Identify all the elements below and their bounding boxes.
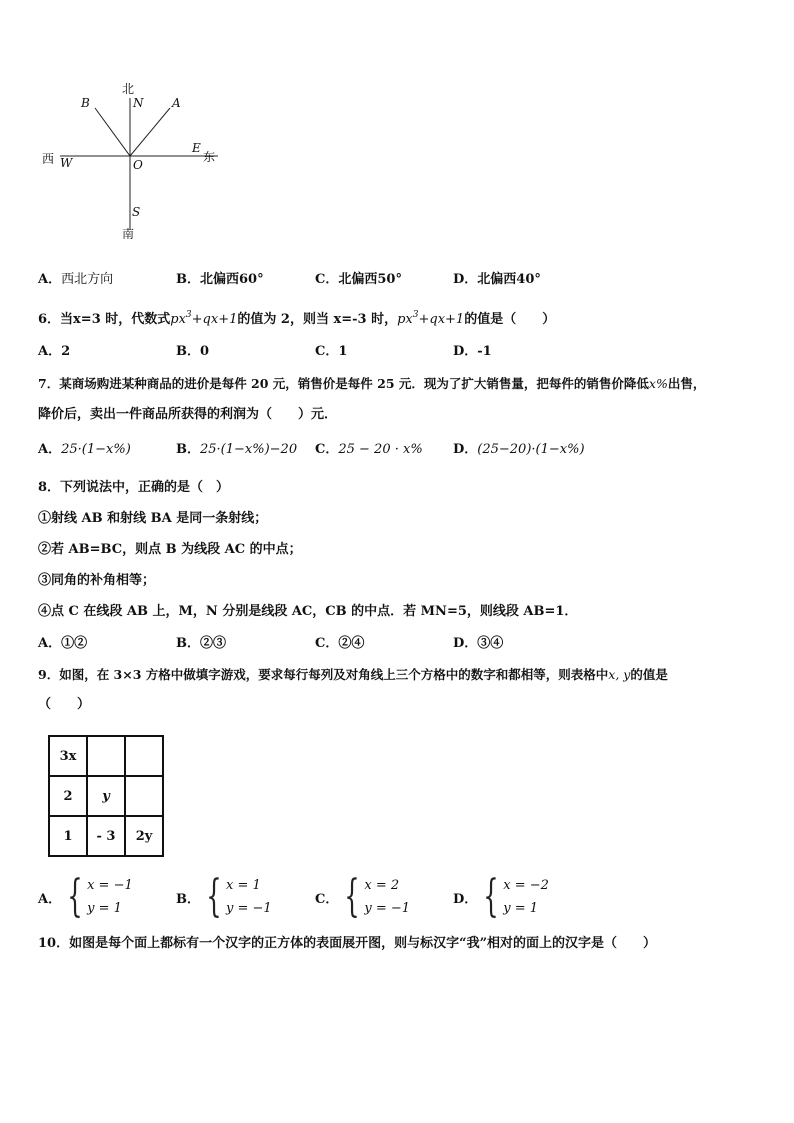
grid-cell: 2 — [49, 776, 87, 816]
option-letter: C． — [315, 442, 339, 457]
option-text: 北偏西60° — [200, 272, 264, 287]
question-number: 7． — [38, 376, 60, 391]
option-letter: D． — [453, 344, 478, 359]
option-letter: C． — [315, 891, 339, 907]
option-letter: C． — [315, 344, 339, 359]
q7-text-end: 出售， — [667, 376, 706, 391]
question-10 — [38, 935, 656, 953]
brace-icon: { — [483, 871, 499, 922]
option-text: ①② — [61, 636, 88, 651]
option-letter: A． — [38, 344, 62, 359]
expr-exponent: 3 — [412, 310, 419, 320]
equation: x = 2 — [364, 878, 400, 893]
option-text: 西北方向 — [61, 272, 114, 287]
q9-option-c[interactable] — [315, 871, 411, 922]
q8-statement-4: ④点 C 在线段 AB 上，M，N 分别是线段 AC，CB 的中点．若 MN=5，则线段 AB=1． — [38, 604, 578, 619]
q6-text-1: 当x=3 时，代数式 — [60, 312, 171, 327]
question-7-line-1 — [38, 375, 705, 393]
option-letter: D． — [453, 636, 478, 651]
option-letter: D． — [453, 442, 478, 457]
q8-option-d[interactable] — [453, 635, 503, 653]
option-text: ③④ — [477, 636, 504, 651]
q5-option-a[interactable] — [38, 271, 113, 289]
q6-option-c[interactable] — [315, 343, 347, 361]
q9-text-end: 的值是 — [630, 667, 668, 682]
equation-system — [503, 874, 549, 920]
option-letter: B． — [176, 272, 200, 287]
q6-expr-2 — [397, 312, 464, 327]
option-text: 北偏西40° — [477, 272, 541, 287]
equation-system — [226, 874, 272, 920]
option-text: 0 — [200, 344, 210, 359]
point-b-label: B — [81, 96, 90, 110]
origin-label: O — [133, 158, 143, 172]
q8-stem: 下列说法中，正确的是（ ） — [60, 480, 230, 495]
grid-cell: - 3 — [87, 816, 125, 856]
equation-system — [87, 874, 133, 920]
option-letter: A． — [38, 636, 62, 651]
option-letter: B． — [176, 442, 200, 457]
option-letter: B． — [176, 636, 200, 651]
option-text: 2 — [61, 344, 71, 359]
option-letter: C． — [315, 272, 339, 287]
q9-option-d[interactable] — [453, 871, 549, 922]
point-a-label: A — [172, 96, 181, 110]
question-8 — [38, 479, 229, 497]
equation: y = 1 — [503, 901, 539, 916]
grid-cell: 1 — [49, 816, 87, 856]
question-9-line-2: （ ） — [38, 697, 91, 712]
grid-cell: y — [87, 776, 125, 816]
option-text: 1 — [338, 344, 348, 359]
q9-option-b[interactable] — [176, 871, 272, 922]
option-letter: D． — [453, 272, 478, 287]
west-cn-label: 西 — [42, 152, 55, 166]
option-text: -1 — [477, 344, 492, 359]
magic-square-grid — [48, 735, 164, 857]
q9-option-a[interactable] — [38, 871, 133, 922]
grid-cell — [87, 736, 125, 776]
q6-option-a[interactable] — [38, 343, 70, 361]
equation: x = −2 — [503, 878, 549, 893]
option-text: 25·(1−x%)−20 — [200, 442, 298, 457]
expr-base: px — [170, 312, 186, 327]
option-text: ②③ — [200, 636, 227, 651]
question-7-line-2: 降价后，卖出一件商品所获得的利润为（ ）元． — [38, 407, 338, 422]
q8-option-c[interactable] — [315, 635, 364, 653]
grid-row — [49, 736, 163, 776]
option-text: ②④ — [338, 636, 365, 651]
q8-statement-1: ①射线 AB 和射线 BA 是同一条射线； — [38, 511, 268, 526]
q7-option-d[interactable] — [453, 441, 585, 459]
question-number: 6． — [38, 312, 61, 327]
south-letter: S — [132, 205, 141, 219]
question-6 — [38, 306, 555, 329]
q6-option-b[interactable] — [176, 343, 209, 361]
option-text: (25−20)·(1−x%) — [477, 442, 585, 457]
expr-tail: +qx+1 — [418, 312, 465, 327]
q9-text: 如图，在 3×3 方格中做填字游戏，要求每行每列及对角线上三个方格中的数字和都相等，则表格中 — [59, 667, 609, 682]
q5-option-d[interactable] — [453, 271, 541, 289]
grid-cell — [125, 776, 163, 816]
equation: y = −1 — [364, 901, 411, 916]
expr-tail: +qx+1 — [191, 312, 238, 327]
grid-cell: 2y — [125, 816, 163, 856]
q6-text-3: 的值是（ ） — [464, 312, 556, 327]
question-number: 9． — [38, 667, 60, 682]
east-letter: E — [192, 141, 201, 155]
equation: x = −1 — [87, 878, 133, 893]
grid-cell: 3x — [49, 736, 87, 776]
option-letter: B． — [176, 344, 200, 359]
compass-diagram — [40, 80, 240, 245]
q7-text: 某商场购进某种商品的进价是每件 20 元，销售价是每件 25 元．现为了扩大销售量，把每件的销售价降低 — [59, 376, 649, 391]
east-cn-label: 东 — [203, 150, 216, 164]
q7-math: x% — [648, 376, 668, 391]
q9-math: x, y — [608, 667, 631, 682]
north-cn-label: 北 — [122, 82, 135, 96]
question-number: 10． — [38, 936, 70, 951]
q5-option-c[interactable] — [315, 271, 402, 289]
q7-option-a[interactable] — [38, 441, 131, 459]
q7-option-b[interactable] — [176, 441, 297, 459]
grid-cell — [125, 736, 163, 776]
brace-icon: { — [206, 871, 222, 922]
equation: y = 1 — [87, 901, 122, 916]
question-9-line-1 — [38, 666, 668, 684]
q8-option-a[interactable] — [38, 635, 87, 653]
q6-text-2: 的值为 2，则当 x=-3 时， — [237, 312, 398, 327]
question-number: 8． — [38, 480, 61, 495]
equation: y = −1 — [226, 901, 272, 916]
option-letter: A． — [38, 272, 62, 287]
option-letter: A． — [38, 891, 62, 907]
option-letter: A． — [38, 442, 62, 457]
option-text: 25·(1−x%) — [61, 442, 131, 457]
option-letter: D． — [453, 891, 478, 907]
expr-exponent: 3 — [185, 310, 192, 320]
equation: x = 1 — [226, 878, 261, 893]
q7-option-c[interactable] — [315, 441, 423, 459]
expr-base: px — [397, 312, 413, 327]
brace-icon: { — [67, 871, 83, 922]
option-letter: C． — [315, 636, 339, 651]
north-letter: N — [133, 96, 144, 110]
q8-statement-2: ②若 AB=BC，则点 B 为线段 AC 的中点； — [38, 542, 302, 557]
grid-row — [49, 776, 163, 816]
south-cn-label: 南 — [122, 227, 135, 241]
option-text: 25 − 20 · x% — [338, 442, 423, 457]
option-letter: B． — [176, 891, 200, 907]
q8-statement-3: ③同角的补角相等； — [38, 573, 156, 588]
west-letter: W — [60, 156, 73, 170]
q8-option-b[interactable] — [176, 635, 226, 653]
equation-system — [364, 874, 410, 920]
q10-text: 如图是每个面上都标有一个汉字的正方体的表面展开图，则与标汉字“我”相对的面上的汉字是（ ） — [69, 936, 657, 951]
q6-option-d[interactable] — [453, 343, 492, 361]
option-text: 北偏西50° — [338, 272, 402, 287]
grid-row — [49, 816, 163, 856]
brace-icon: { — [344, 871, 361, 922]
q5-option-b[interactable] — [176, 271, 264, 289]
q6-expr-1 — [170, 312, 237, 327]
